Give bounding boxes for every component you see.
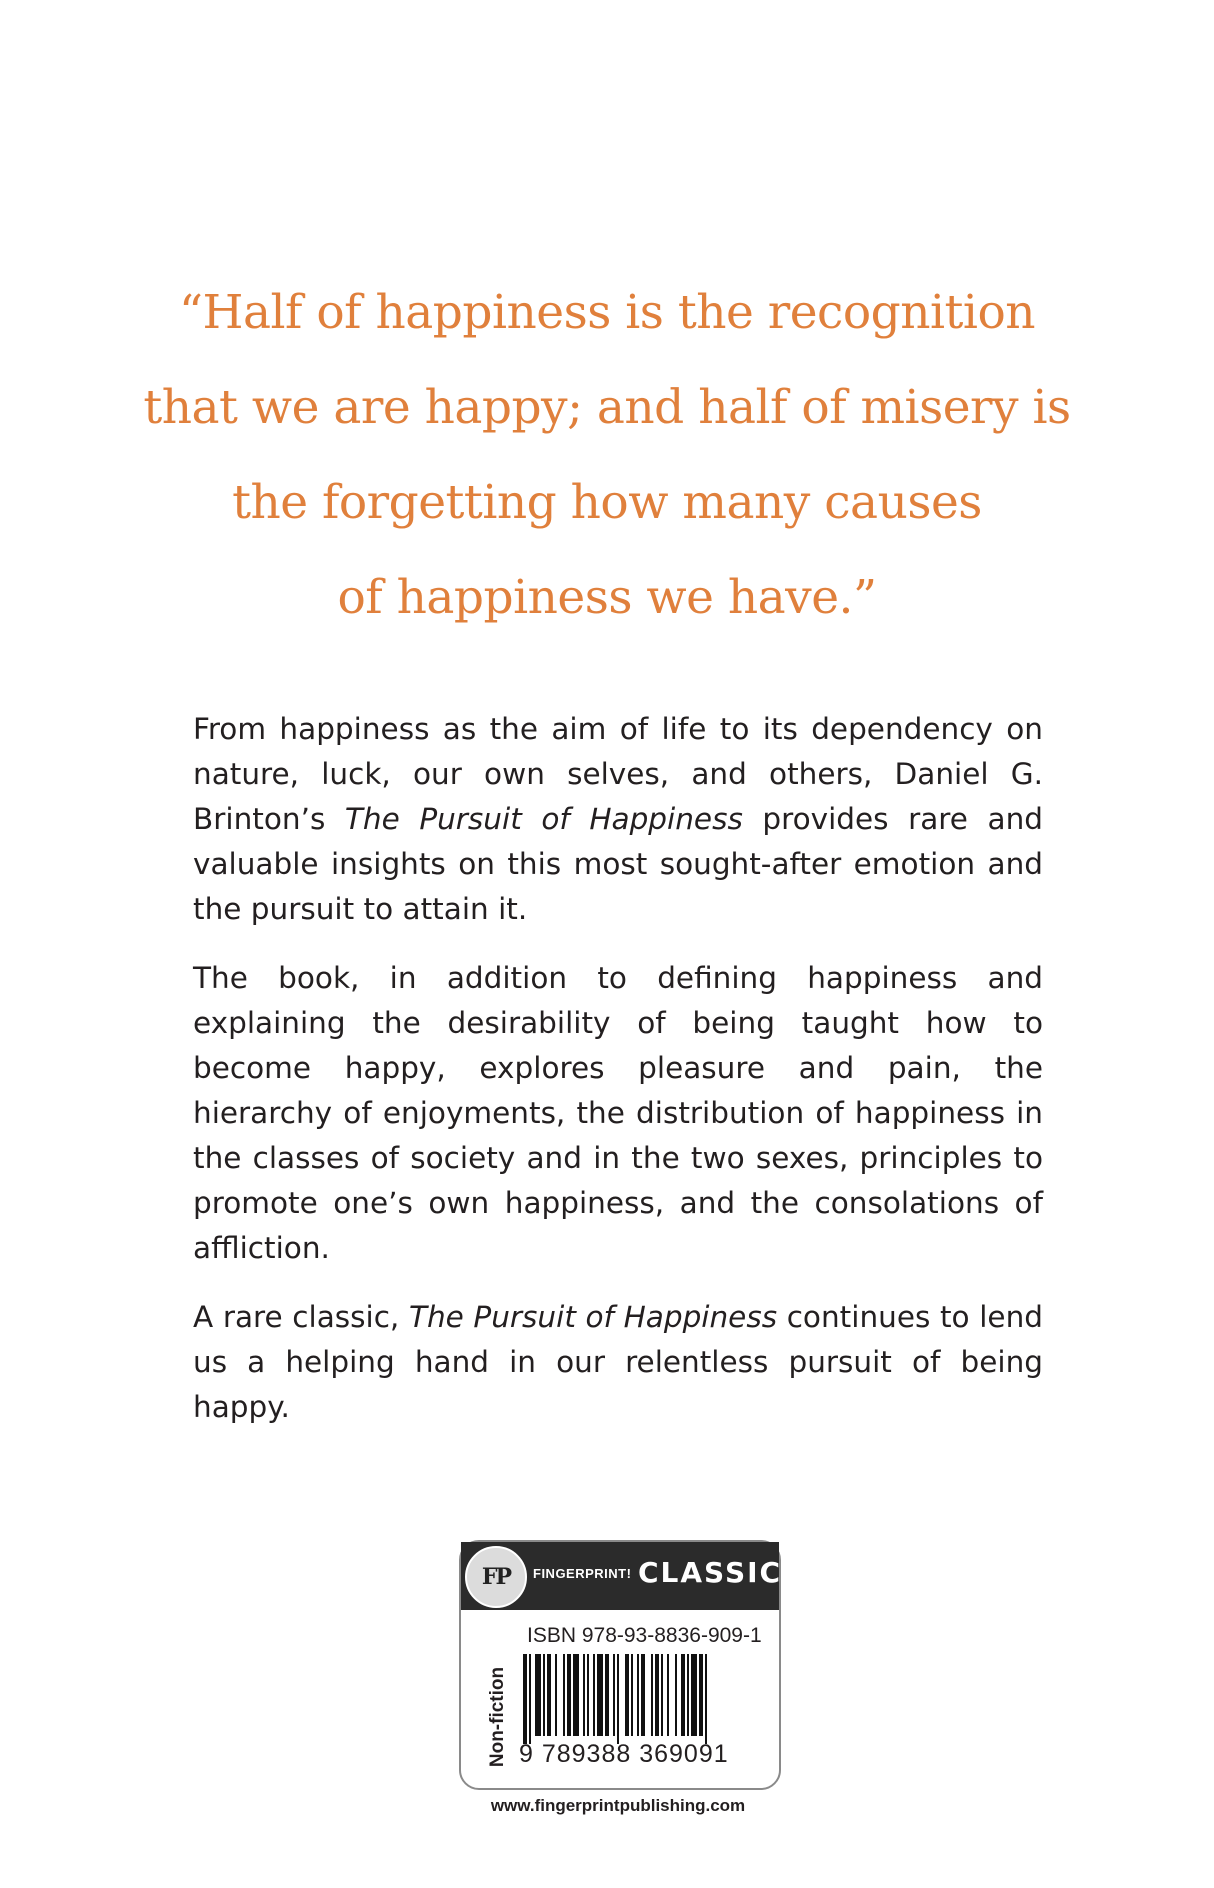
paragraph-text: From happiness as the aim of life to its dependency on nature, luck, our own selves, and others, Daniel G. Brinton’s	[193, 712, 1043, 836]
series-name: CLASSICS	[638, 1556, 805, 1589]
barcode-bar	[699, 1654, 703, 1736]
publisher-name: FINGERPRINT!	[533, 1566, 632, 1581]
barcode-bar	[625, 1654, 629, 1736]
barcode-bar	[555, 1654, 557, 1736]
publisher-website: www.fingerprintpublishing.com	[490, 1796, 746, 1815]
barcode-bar	[547, 1654, 551, 1736]
barcode-bar	[605, 1654, 609, 1736]
barcode-bar	[535, 1654, 541, 1736]
barcode-bar	[651, 1654, 653, 1736]
barcode-bar	[687, 1654, 689, 1736]
description-paragraph-2: The book, in addition to defining happiness and explaining the desirability of being taught how to become happy, explores pleasure and pain, the hierarchy of enjoyments, the distribution of happiness in the classes of society and in the two sexes, principles to promote one’s own happiness, and the consolations of affliction.	[193, 961, 1043, 1265]
barcode-bar	[691, 1654, 697, 1736]
publisher-banner	[461, 1542, 805, 1610]
paragraph-text: continues to lend us a helping hand in our relentless pursuit of being happy.	[193, 1300, 1043, 1424]
barcode-bar	[661, 1654, 663, 1736]
publisher-logo: FP	[465, 1546, 527, 1608]
barcode-bar	[681, 1654, 685, 1736]
paragraph-text: A rare classic,	[193, 1300, 409, 1334]
barcode-bar	[641, 1654, 645, 1736]
barcode-bar	[637, 1654, 639, 1736]
barcode-bar	[613, 1654, 615, 1736]
barcode-bar	[543, 1654, 545, 1736]
isbn-label: ISBN 978-93-8836-909-1	[527, 1624, 762, 1647]
barcode-bar	[587, 1654, 589, 1736]
book-description	[193, 707, 1043, 1430]
book-title-italic: The Pursuit of Happiness	[408, 1300, 778, 1334]
barcode-bar	[573, 1654, 579, 1736]
quote-line-4: of happiness we have.”	[337, 570, 877, 625]
genre-label: Non-fiction	[487, 1666, 508, 1768]
pull-quote	[130, 265, 1084, 645]
barcode-bar	[705, 1654, 707, 1744]
barcode-bar	[597, 1654, 603, 1736]
book-title-italic: The Pursuit of Happiness	[344, 802, 743, 836]
quote-line-1: “Half of happiness is the recognition	[178, 285, 1036, 340]
barcode-bar	[523, 1654, 527, 1744]
barcode-bar	[529, 1654, 531, 1744]
quote-line-3: the forgetting how many causes	[232, 475, 982, 530]
quote-line-2: that we are happy; and half of misery is	[143, 380, 1071, 435]
ean-digits: 9 789388 369091	[519, 1740, 729, 1768]
barcode-icon	[523, 1654, 767, 1744]
barcode-bar	[563, 1654, 565, 1736]
barcode-bar	[617, 1654, 619, 1744]
barcode-bar	[593, 1654, 595, 1736]
barcode-panel	[459, 1540, 805, 1790]
barcode-bar	[675, 1654, 677, 1736]
genre-label-wrap	[483, 1662, 513, 1772]
barcode-bar	[567, 1654, 571, 1736]
barcode-bar	[631, 1654, 633, 1736]
barcode-bar	[583, 1654, 585, 1736]
description-paragraph-3	[193, 1295, 1043, 1430]
paragraph-text: provides rare and valuable insights on this most sought-after emotion and the pursuit to attain it.	[193, 802, 1044, 926]
description-paragraph-1	[193, 707, 1043, 932]
barcode-bar	[667, 1654, 669, 1736]
barcode-bar	[655, 1654, 659, 1736]
